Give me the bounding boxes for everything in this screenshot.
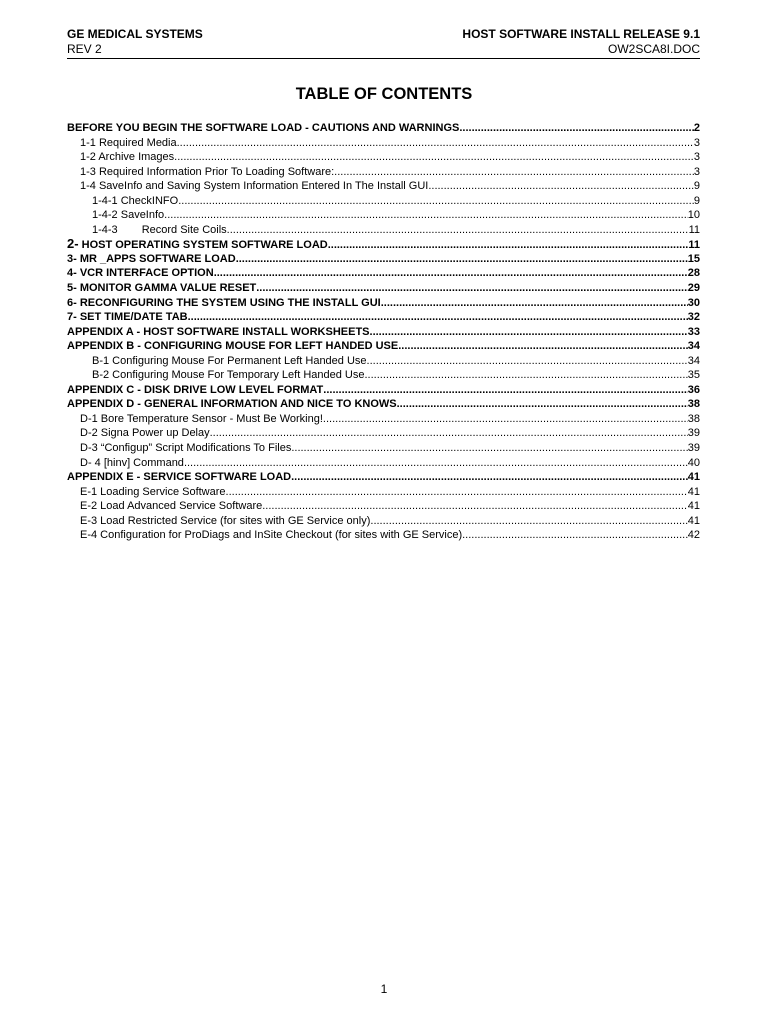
toc-entry-label-text: 1-4-2 SaveInfo bbox=[92, 209, 165, 222]
toc-entry-page-number: 41 bbox=[687, 485, 700, 498]
toc-dot-leader bbox=[397, 397, 688, 412]
toc-entry-label-text: 4- VCR INTERFACE OPTION bbox=[67, 267, 214, 280]
toc-entry-label-text-continued: HOST OPERATING SYSTEM SOFTWARE LOAD bbox=[78, 239, 328, 252]
toc-entry[interactable] bbox=[67, 310, 700, 325]
toc-entry-label-text: 1-3 Required Information Prior To Loading Software: bbox=[80, 165, 335, 178]
toc-entry-label-text: APPENDIX D - GENERAL INFORMATION AND NICE TO KNOWS bbox=[67, 398, 397, 411]
toc-entry-page-number: 9 bbox=[693, 180, 700, 193]
toc-entry-label-text: APPENDIX E - SERVICE SOFTWARE LOAD bbox=[67, 471, 292, 484]
toc-entry-label bbox=[92, 368, 365, 383]
toc-entry-label bbox=[67, 397, 397, 412]
toc-dot-leader bbox=[459, 121, 694, 136]
toc-entry[interactable] bbox=[67, 194, 700, 209]
toc-entry-page-number: 34 bbox=[687, 340, 700, 353]
toc-entry-page-number: 29 bbox=[687, 282, 700, 295]
toc-entry-label-text: B-1 Configuring Mouse For Permanent Left Handed Use bbox=[92, 354, 367, 367]
toc-dot-leader bbox=[428, 179, 694, 194]
toc-entry-label-text-continued: Record Site Coils bbox=[141, 223, 227, 236]
toc-entry[interactable] bbox=[67, 121, 700, 136]
toc-entry-page-number: 38 bbox=[687, 398, 700, 411]
toc-entry[interactable] bbox=[67, 339, 700, 354]
toc-entry-page-number: 3 bbox=[693, 136, 700, 149]
toc-entry-label bbox=[67, 325, 370, 340]
toc-entry-label bbox=[67, 237, 328, 253]
toc-entry[interactable] bbox=[67, 165, 700, 180]
toc-entry-label bbox=[80, 456, 184, 471]
toc-entry[interactable] bbox=[67, 368, 700, 383]
toc-entry-label bbox=[80, 499, 262, 514]
toc-dot-leader bbox=[323, 412, 688, 427]
toc-dot-leader bbox=[323, 383, 687, 398]
toc-entry-page-number: 41 bbox=[687, 500, 700, 513]
toc-entry-label-text: 1-1 Required Media bbox=[80, 136, 177, 149]
toc-entry-label-text: APPENDIX B - CONFIGURING MOUSE FOR LEFT HANDED USE bbox=[67, 340, 399, 353]
toc-entry-label-text: APPENDIX A - HOST SOFTWARE INSTALL WORKSHEETS bbox=[67, 325, 370, 338]
header-filename: OW2SCA8I.DOC bbox=[607, 42, 700, 56]
toc-entry-page-number: 42 bbox=[687, 529, 700, 542]
toc-entry-label bbox=[67, 252, 236, 267]
toc-entry-page-number: 41 bbox=[687, 471, 700, 484]
toc-entry[interactable] bbox=[67, 485, 700, 500]
toc-entry-label bbox=[92, 223, 227, 238]
toc-entry-label bbox=[80, 528, 462, 543]
toc-entry[interactable] bbox=[67, 150, 700, 165]
header-company: GE MEDICAL SYSTEMS bbox=[67, 27, 203, 41]
toc-dot-leader bbox=[210, 426, 688, 441]
toc-entry-label-text: 7- SET TIME/DATE TAB bbox=[67, 311, 188, 324]
toc-entry-label bbox=[67, 296, 381, 311]
toc-entry-label bbox=[80, 136, 177, 151]
toc-entry-label-text: B-2 Configuring Mouse For Temporary Left Handed Use bbox=[92, 369, 365, 382]
toc-entry-label-text: APPENDIX C - DISK DRIVE LOW LEVEL FORMAT bbox=[67, 383, 324, 396]
toc-entry-label-text: D-2 Signa Power up Delay bbox=[80, 427, 210, 440]
toc-dot-leader bbox=[164, 208, 688, 223]
toc-entry-label-text: 3- MR _APPS SOFTWARE LOAD bbox=[67, 252, 236, 265]
toc-entry[interactable] bbox=[67, 208, 700, 223]
toc-entry-page-number: 11 bbox=[688, 223, 700, 236]
toc-entry-label-text: E-2 Load Advanced Service Software bbox=[80, 500, 263, 513]
toc-entry-page-number: 36 bbox=[687, 383, 700, 396]
toc-dot-leader bbox=[262, 499, 688, 514]
toc-dot-leader bbox=[381, 296, 688, 311]
toc-entry-page-number: 39 bbox=[687, 442, 700, 455]
toc-entry-label-text: 5- MONITOR GAMMA VALUE RESET bbox=[67, 282, 257, 295]
toc-entry-label bbox=[80, 441, 291, 456]
toc-entry-label-text: E-3 Load Restricted Service (for sites with GE Service only) bbox=[80, 514, 371, 527]
page-number: 1 bbox=[380, 982, 388, 996]
toc-dot-leader bbox=[334, 165, 694, 180]
toc-entry-label bbox=[92, 194, 178, 209]
toc-entry[interactable] bbox=[67, 223, 700, 238]
toc-dot-leader bbox=[178, 194, 694, 209]
toc-entry-label bbox=[67, 266, 214, 281]
toc-entry-page-number: 9 bbox=[693, 194, 700, 207]
toc-dot-leader bbox=[365, 368, 688, 383]
toc-entry[interactable] bbox=[67, 281, 700, 296]
toc-entry[interactable] bbox=[67, 499, 700, 514]
toc-dot-leader bbox=[398, 339, 688, 354]
toc-dot-leader bbox=[226, 485, 688, 500]
toc-entry[interactable] bbox=[67, 426, 700, 441]
toc-entry-label-text: D-1 Bore Temperature Sensor - Must Be Working! bbox=[80, 412, 323, 425]
toc-entry-label-text: E-1 Loading Service Software bbox=[80, 485, 226, 498]
header-row-top bbox=[67, 27, 700, 42]
toc-entry-page-number: 3 bbox=[693, 165, 700, 178]
toc-entry-page-number: 38 bbox=[687, 412, 700, 425]
toc-dot-leader bbox=[367, 354, 688, 369]
toc-entry-page-number: 40 bbox=[687, 456, 700, 469]
toc-entry-page-number: 32 bbox=[687, 311, 700, 324]
toc-entry-label bbox=[67, 121, 459, 136]
toc-entry-page-number: 34 bbox=[687, 354, 700, 367]
toc-dot-leader bbox=[328, 238, 689, 253]
toc-dot-leader bbox=[462, 528, 688, 543]
toc-entry-page-number: 30 bbox=[687, 296, 700, 309]
toc-entry[interactable] bbox=[67, 252, 700, 267]
toc-entry-label bbox=[67, 470, 291, 485]
toc-entry[interactable] bbox=[67, 528, 700, 543]
toc-entry-label-text: 1-4-3 bbox=[92, 223, 118, 236]
toc-entry-page-number: 35 bbox=[687, 369, 700, 382]
toc-entry[interactable] bbox=[67, 354, 700, 369]
toc-dot-leader bbox=[291, 441, 687, 456]
toc-entry-label bbox=[80, 165, 334, 180]
toc-entry-label bbox=[80, 150, 174, 165]
page-title: TABLE OF CONTENTS bbox=[295, 85, 473, 103]
toc-dot-leader bbox=[174, 150, 694, 165]
toc-entry-label-text: BEFORE YOU BEGIN THE SOFTWARE LOAD - CAUTIONS AND WARNINGS bbox=[67, 122, 460, 134]
toc-entry-label bbox=[67, 281, 256, 296]
toc-entry-label bbox=[92, 354, 367, 369]
toc-entry-label-text: 6- RECONFIGURING THE SYSTEM USING THE INSTALL GUI bbox=[67, 296, 381, 309]
toc-entry-label-text: D- 4 [hinv] Command bbox=[80, 456, 184, 469]
toc-entry-page-number: 33 bbox=[687, 325, 700, 338]
toc-entry-page-number: 41 bbox=[687, 514, 700, 527]
toc-entry-label bbox=[80, 514, 370, 529]
toc-entry-page-number: 3 bbox=[693, 151, 700, 164]
toc-entry[interactable] bbox=[67, 325, 700, 340]
toc-entry-page-number: 28 bbox=[687, 267, 700, 280]
toc-entry[interactable] bbox=[67, 383, 700, 398]
toc-entry[interactable] bbox=[67, 456, 700, 471]
toc-entry-label bbox=[80, 426, 210, 441]
header-row-bottom bbox=[67, 42, 700, 57]
toc-entry-label bbox=[67, 339, 398, 354]
toc-dot-leader bbox=[256, 281, 688, 296]
toc-entry[interactable] bbox=[67, 266, 700, 281]
toc-dot-leader bbox=[227, 223, 689, 238]
toc-dot-leader bbox=[188, 310, 688, 325]
toc-dot-leader bbox=[177, 136, 694, 151]
toc-entry-page-number: 10 bbox=[687, 209, 700, 222]
toc-entry-page-number: 2 bbox=[693, 122, 700, 134]
toc-entry-label-text: 1-4 SaveInfo and Saving System Information Entered In The Install GUI bbox=[80, 180, 429, 193]
toc-entry-label bbox=[92, 208, 164, 223]
toc-entry[interactable] bbox=[67, 470, 700, 485]
toc-entry-page-number: 11 bbox=[688, 239, 700, 252]
toc-dot-leader bbox=[370, 325, 688, 340]
toc-dot-leader bbox=[214, 266, 688, 281]
toc-entry-label-text: 1-4-1 CheckINFO bbox=[92, 194, 179, 207]
toc-entry-page-number: 39 bbox=[687, 427, 700, 440]
header-revision: REV 2 bbox=[67, 42, 102, 56]
toc-dot-leader bbox=[184, 456, 688, 471]
toc-entry[interactable] bbox=[67, 296, 700, 311]
toc-entry[interactable] bbox=[67, 397, 700, 412]
header-document-title: HOST SOFTWARE INSTALL RELEASE 9.1 bbox=[462, 27, 700, 41]
toc-entry-page-number: 15 bbox=[687, 252, 700, 265]
toc-entry-label bbox=[67, 310, 188, 325]
page-header bbox=[67, 27, 700, 59]
toc-entry[interactable] bbox=[67, 514, 700, 529]
table-of-contents bbox=[67, 121, 700, 543]
toc-dot-leader bbox=[236, 252, 688, 267]
header-rule bbox=[67, 58, 700, 59]
toc-entry[interactable] bbox=[67, 441, 700, 456]
toc-entry-label-text: 2- bbox=[67, 236, 79, 252]
toc-entry-label bbox=[80, 485, 226, 500]
toc-dot-leader bbox=[291, 470, 688, 485]
toc-entry[interactable] bbox=[67, 412, 700, 427]
toc-dot-leader bbox=[370, 514, 687, 529]
toc-entry-label-text: E-4 Configuration for ProDiags and InSite Checkout (for sites with GE Service) bbox=[80, 529, 463, 542]
toc-entry-label-text: D-3 “Configup” Script Modifications To Files bbox=[80, 442, 292, 455]
toc-entry-label-text: 1-2 Archive Images bbox=[80, 151, 175, 164]
toc-entry[interactable] bbox=[67, 136, 700, 151]
toc-entry[interactable] bbox=[67, 179, 700, 194]
toc-entry-label bbox=[80, 412, 323, 427]
toc-entry-label bbox=[67, 383, 323, 398]
toc-entry-label bbox=[80, 179, 428, 194]
toc-entry[interactable] bbox=[67, 237, 700, 252]
